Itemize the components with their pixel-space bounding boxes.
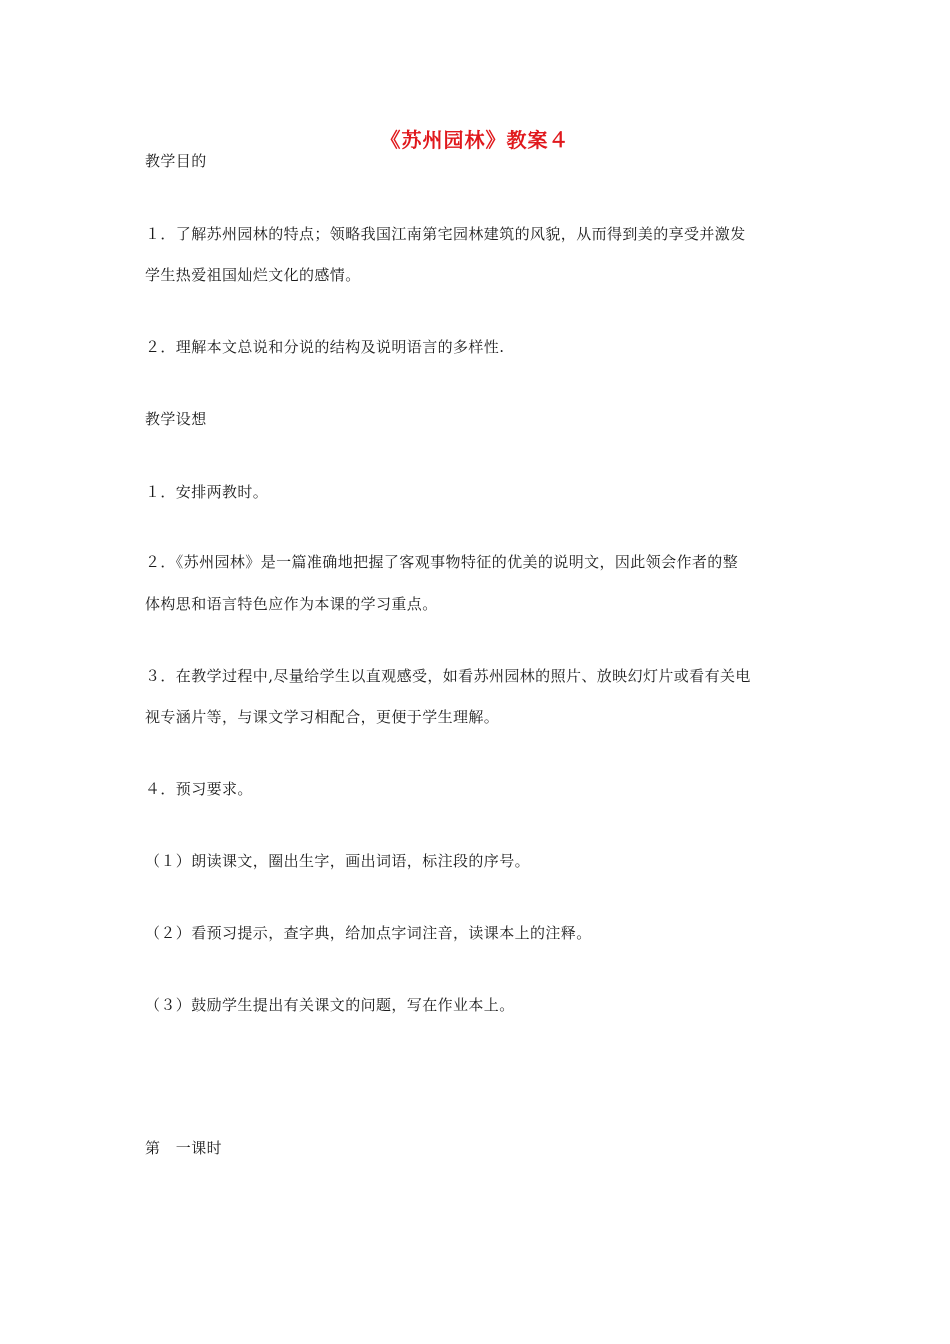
teaching-aims-heading: 教学目的 [145,152,207,170]
plan-1: １．安排两教时。 [145,483,269,501]
prep-requirement-2: （２）看预习提示，查字典，给加点字词注音，读课本上的注释。 [145,924,592,942]
plan-2-line-2: 体构思和语言特色应作为本课的学习重点。 [145,595,438,613]
plan-4: ４．预习要求。 [145,780,253,798]
document-title: 《苏州园林》教案４ [380,128,570,152]
teaching-plan-heading: 教学设想 [145,410,207,428]
plan-3-line-2: 视专涵片等，与课文学习相配合，更便于学生理解。 [145,708,500,726]
aim-1-line-2: 学生热爱祖国灿烂文化的感情。 [145,266,361,284]
plan-2-line-1: ２．《苏州园林》是一篇准确地把握了客观事物特征的优美的说明文，因此领会作者的整 [145,553,739,571]
aim-1-line-1: １．了解苏州园林的特点；领略我国江南第宅园林建筑的风貌，从而得到美的享受并激发 [145,225,746,243]
prep-requirement-3: （３）鼓励学生提出有关课文的问题，写在作业本上。 [145,996,515,1014]
prep-requirement-1: （１）朗读课文，圈出生字，画出词语，标注段的序号。 [145,852,531,870]
first-lesson-heading: 第 一课时 [145,1139,223,1157]
plan-3-line-1: ３．在教学过程中,尽量给学生以直观感受，如看苏州园林的照片、放映幻灯片或看有关电 [145,667,751,685]
aim-2: ２．理解本文总说和分说的结构及说明语言的多样性. [145,338,505,356]
